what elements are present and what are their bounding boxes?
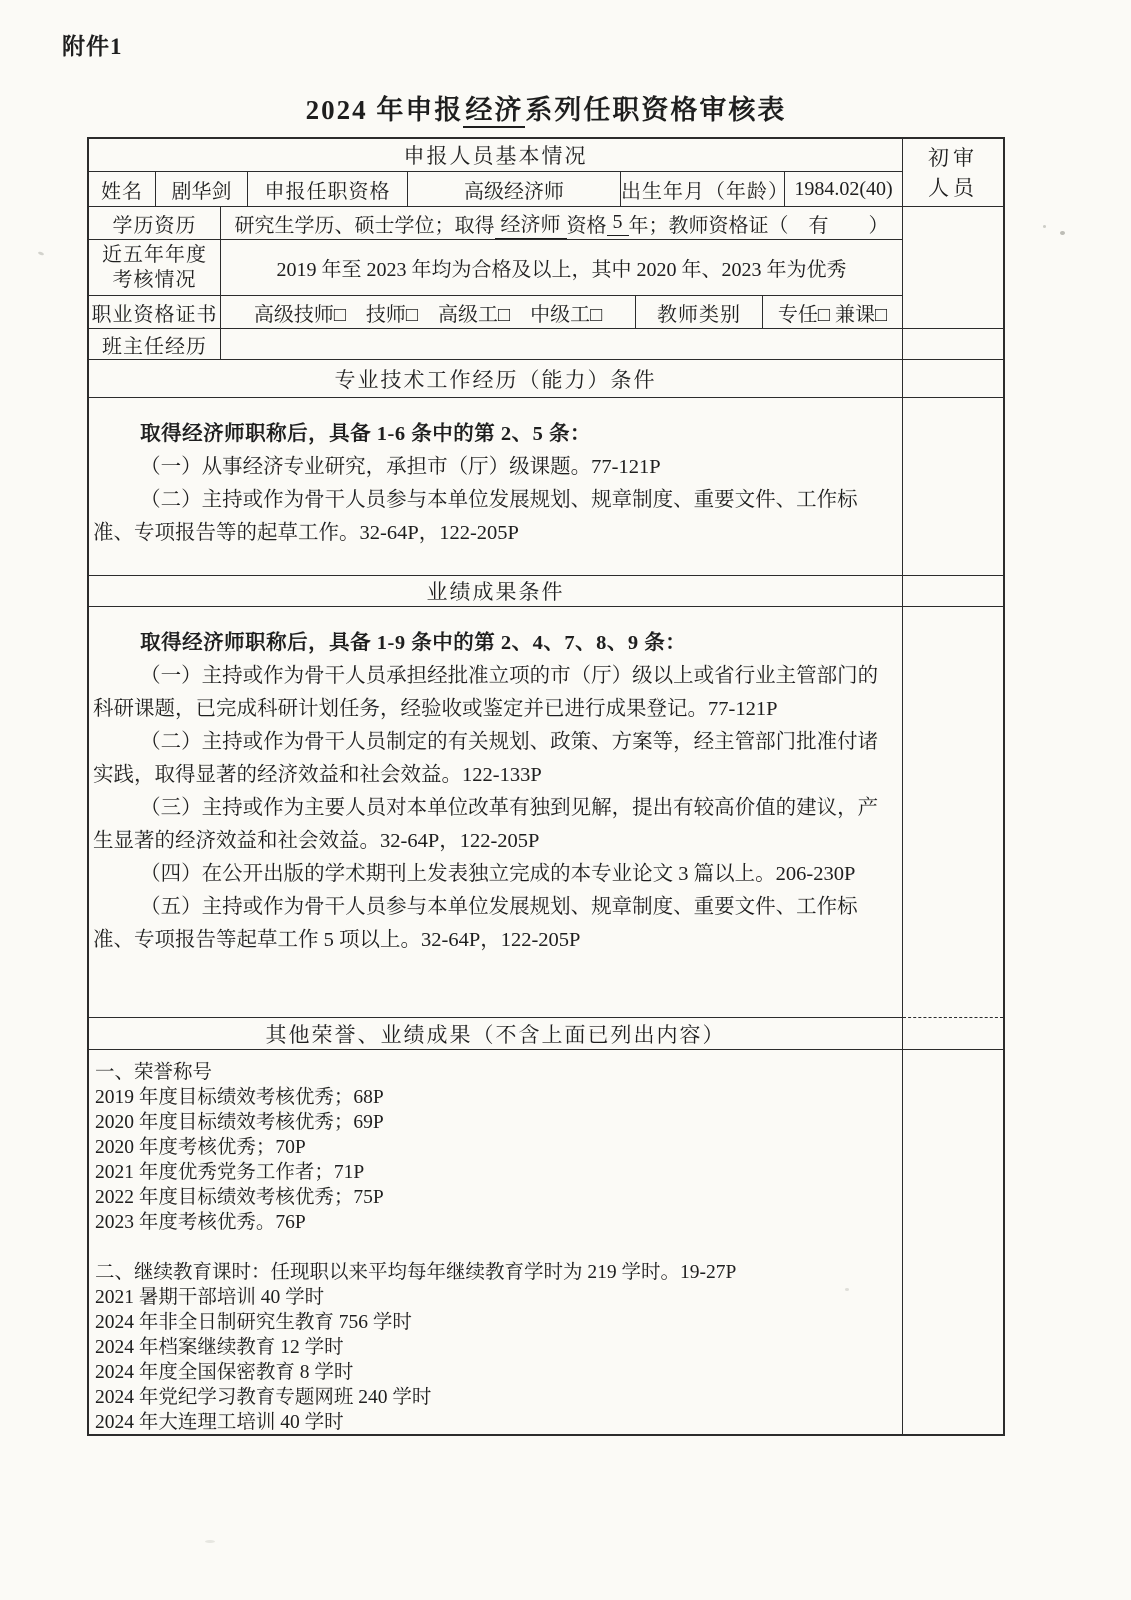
reviewer-empty-cell-achievements-header bbox=[903, 575, 1003, 606]
name-value: 剧华剑 bbox=[155, 172, 247, 206]
education-years-underlined: 5 bbox=[607, 211, 629, 236]
vocational-certificate-checkboxes: 高级技师□ 技师□ 高级工□ 中级工□ bbox=[220, 296, 635, 328]
annual-appraisal-row bbox=[89, 239, 902, 295]
reviewer-empty-cell-work-header bbox=[903, 359, 1003, 397]
other-honors-body-row bbox=[89, 1049, 902, 1434]
achievements-section-title: 业绩成果条件 bbox=[426, 580, 565, 604]
achievements-item: （三）主持或作为主要人员对本单位改革有独到见解，提出有较高价值的建议，产生显著的经济效益和社会效益。32-64P，122-205P bbox=[93, 797, 879, 852]
name-row bbox=[89, 171, 902, 206]
teacher-type-label: 教师类别 bbox=[635, 296, 762, 328]
education-text-mid: 资格 bbox=[566, 214, 607, 237]
vocational-certificate-row bbox=[89, 295, 902, 328]
name-label: 姓名 bbox=[101, 180, 143, 203]
reviewer-column bbox=[902, 139, 1003, 1434]
reviewer-empty-cell-other-body bbox=[903, 1049, 1003, 1434]
other-honors-section-title: 其他荣誉、业绩成果（不含上面已列出内容） bbox=[265, 1022, 726, 1047]
achievements-item: （四）在公开出版的学术期刊上发表独立完成的本专业论文 3 篇以上。206-230P bbox=[140, 863, 856, 885]
honor-line: 2020 年度目标绩效考核优秀；69P bbox=[95, 1112, 384, 1133]
education-row bbox=[89, 206, 902, 239]
work-experience-items bbox=[93, 451, 894, 550]
scan-speck bbox=[1060, 231, 1065, 235]
review-form-table bbox=[87, 137, 1005, 1436]
reviewer-empty-cell-basic bbox=[903, 206, 1003, 328]
work-experience-body-row bbox=[89, 397, 902, 575]
course-line: 2024 年大连理工培训 40 学时 bbox=[95, 1412, 344, 1433]
annual-appraisal-label-line1: 近五年年度 bbox=[102, 243, 207, 266]
birth-date-value: 1984.02(40) bbox=[784, 172, 902, 206]
other-honors-header-row bbox=[89, 1017, 902, 1049]
honors-list bbox=[95, 1085, 894, 1235]
course-line: 2021 暑期干部培训 40 学时 bbox=[95, 1287, 325, 1308]
reviewer-empty-cell-work-body bbox=[903, 397, 1003, 575]
blank-line bbox=[95, 1235, 894, 1260]
education-label: 学历资历 bbox=[112, 214, 197, 237]
honor-line: 2023 年度考核优秀。76P bbox=[95, 1212, 306, 1233]
honor-line: 2020 年度考核优秀；70P bbox=[95, 1137, 306, 1158]
achievements-intro: 取得经济师职称后，具备 1-9 条中的第 2、4、7、8、9 条： bbox=[140, 632, 687, 654]
education-qualification-underlined: 经济师 bbox=[495, 208, 567, 239]
course-line: 2024 年非全日制研究生教育 756 学时 bbox=[95, 1312, 412, 1333]
course-line: 2024 年党纪学习教育专题网班 240 学时 bbox=[95, 1387, 432, 1408]
course-line: 2024 年度全国保密教育 8 学时 bbox=[95, 1362, 354, 1383]
page-title-prefix: 2024 年申报 bbox=[305, 95, 464, 125]
basic-info-section-title: 申报人员基本情况 bbox=[403, 144, 588, 168]
work-experience-section-title: 专业技术工作经历（能力）条件 bbox=[334, 367, 657, 392]
apply-qualification-value: 高级经济师 bbox=[407, 172, 620, 206]
course-line: 2024 年档案继续教育 12 学时 bbox=[95, 1337, 344, 1358]
attachment-label: 附件1 bbox=[62, 34, 123, 59]
reviewer-empty-cell-other-header bbox=[903, 1017, 1003, 1049]
continuing-education-title: 二、继续教育课时：任现职以来平均每年继续教育学时为 219 学时。19-27P bbox=[95, 1262, 737, 1283]
apply-qualification-label: 申报任职资格 bbox=[247, 172, 407, 206]
scan-speck bbox=[38, 251, 45, 256]
page-title-suffix: 系列任职资格审核表 bbox=[525, 95, 787, 125]
reviewer-header-cell bbox=[903, 139, 1003, 206]
achievements-item: （二）主持或作为骨干人员制定的有关规划、政策、方案等，经主管部门批准付诸实践，取得显著的经济效益和社会效益。122-133P bbox=[93, 731, 879, 786]
honor-line: 2022 年度目标绩效考核优秀；75P bbox=[95, 1187, 384, 1208]
scan-speck bbox=[205, 1540, 215, 1543]
annual-appraisal-value: 2019 年至 2023 年均为合格及以上，其中 2020 年、2023 年为优秀 bbox=[220, 240, 902, 295]
head-teacher-row bbox=[89, 328, 902, 359]
scan-speck bbox=[1043, 225, 1046, 228]
achievements-content bbox=[89, 607, 902, 1017]
reviewer-empty-cell-achievements-body bbox=[903, 606, 1003, 1017]
reviewer-empty-cell-head-teacher bbox=[903, 328, 1003, 359]
annual-appraisal-label bbox=[89, 240, 220, 295]
honor-line: 2019 年度目标绩效考核优秀；68P bbox=[95, 1087, 384, 1108]
scan-speck bbox=[845, 1288, 849, 1291]
honors-list-title: 一、荣誉称号 bbox=[95, 1062, 213, 1083]
work-experience-item: （一）从事经济专业研究，承担市（厅）级课题。77-121P bbox=[140, 456, 661, 478]
page-title-series-underlined: 经济 bbox=[463, 95, 525, 128]
achievements-body-row bbox=[89, 606, 902, 1017]
other-honors-content bbox=[89, 1050, 902, 1434]
annual-appraisal-label-line2: 考核情况 bbox=[112, 268, 197, 291]
achievements-items bbox=[93, 660, 894, 957]
work-experience-content bbox=[89, 398, 902, 575]
work-experience-item: （二）主持或作为骨干人员参与本单位发展规划、规章制度、重要文件、工作标准、专项报告等的起草工作。32-64P，122-205P bbox=[93, 489, 858, 544]
work-experience-header-row bbox=[89, 359, 902, 397]
head-teacher-label: 班主任经历 bbox=[102, 335, 207, 358]
education-text-post: 年；教师资格证（ 有 ） bbox=[628, 214, 889, 237]
continuing-education-list bbox=[95, 1285, 894, 1435]
form-main-column bbox=[89, 139, 902, 1434]
reviewer-label-line1: 初审 bbox=[928, 145, 978, 170]
page-title bbox=[87, 88, 1005, 127]
reviewer-label-line2: 人员 bbox=[928, 175, 978, 200]
honor-line: 2021 年度优秀党务工作者；71P bbox=[95, 1162, 365, 1183]
achievements-item: （一）主持或作为骨干人员承担经批准立项的市（厅）级以上或省行业主管部门的科研课题，已完成科研计划任务，经验收或鉴定并已进行成果登记。77-121P bbox=[93, 665, 879, 720]
education-value bbox=[220, 207, 902, 239]
achievements-header-row bbox=[89, 575, 902, 606]
basic-info-header-row bbox=[89, 139, 902, 171]
vocational-certificate-label: 职业资格证书 bbox=[91, 303, 218, 326]
birth-date-label: 出生年月（年龄） bbox=[620, 172, 784, 206]
education-text-pre: 研究生学历、硕士学位；取得 bbox=[234, 214, 495, 237]
work-experience-intro: 取得经济师职称后，具备 1-6 条中的第 2、5 条： bbox=[140, 423, 591, 445]
achievements-item: （五）主持或作为骨干人员参与本单位发展规划、规章制度、重要文件、工作标准、专项报告等起草工作 5 项以上。32-64P，122-205P bbox=[93, 896, 858, 951]
head-teacher-value bbox=[220, 329, 902, 359]
teacher-type-checkboxes: 专任□ 兼课□ bbox=[762, 296, 902, 328]
